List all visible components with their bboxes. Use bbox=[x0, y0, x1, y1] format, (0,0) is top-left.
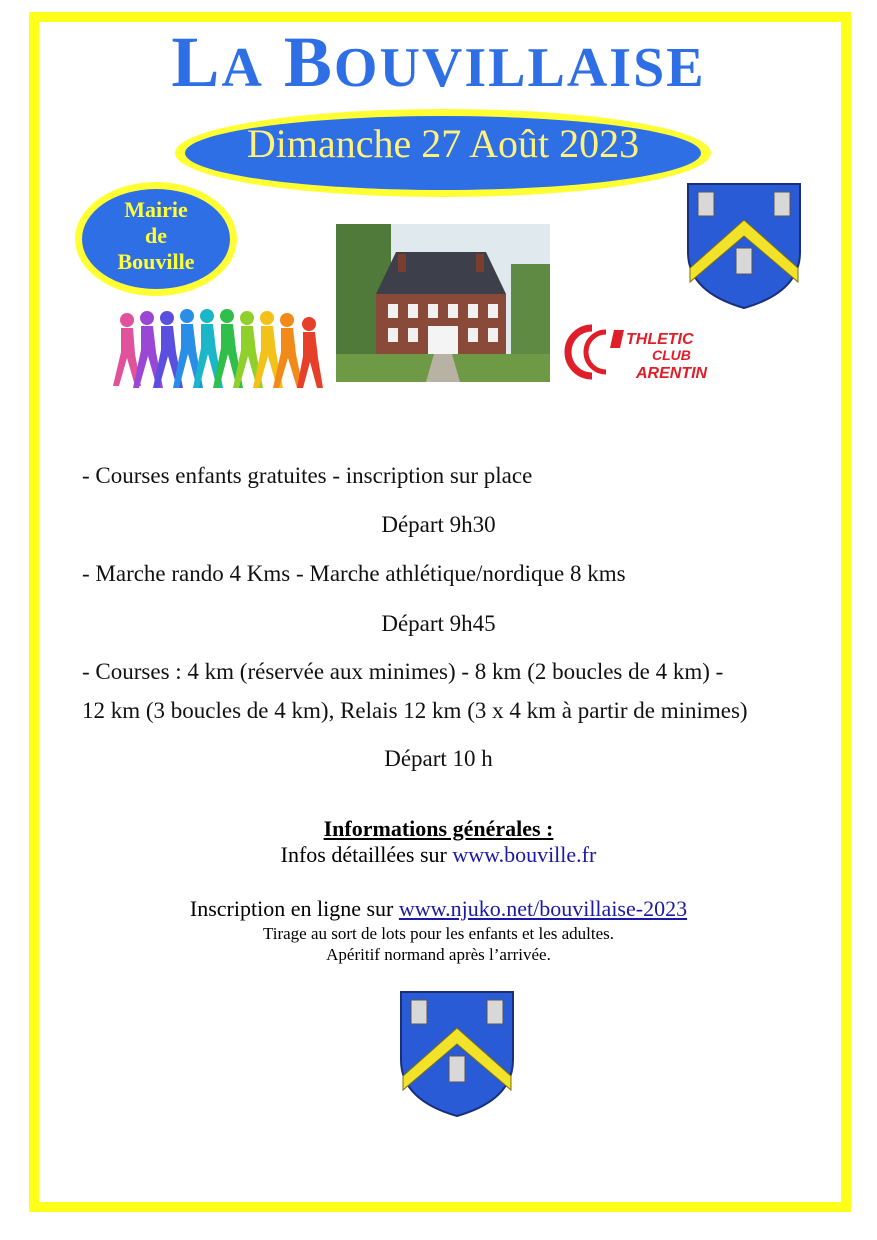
depart-10h: Départ 10 h bbox=[384, 746, 493, 771]
tirage-text: Tirage au sort de lots pour les enfants et les adultes. bbox=[262, 924, 615, 943]
info-details-prefix: Infos détaillées sur bbox=[280, 842, 453, 867]
acb-line-1: THLETIC bbox=[626, 331, 694, 348]
coat-of-arms-icon bbox=[686, 182, 802, 310]
info-details bbox=[0, 842, 877, 868]
mairie-label bbox=[73, 197, 239, 275]
depart-9h30: Départ 9h30 bbox=[381, 512, 496, 537]
coat-of-arms-icon bbox=[399, 990, 515, 1118]
runners-illustration bbox=[113, 306, 325, 394]
page-title: LA BOUVILLAISE bbox=[171, 22, 706, 102]
castle-photo bbox=[336, 224, 550, 382]
mairie-line-1: Mairie bbox=[124, 197, 188, 222]
info-heading: Informations générales : bbox=[323, 816, 554, 841]
bouville-link[interactable]: www.bouville.fr bbox=[452, 842, 597, 867]
njuko-link[interactable]: www.njuko.net/bouvillaise-2023 bbox=[398, 896, 688, 921]
aperitif-text: Apéritif normand après l’arrivée. bbox=[326, 945, 551, 964]
athletic-club-logo bbox=[562, 322, 748, 382]
mairie-line-2: de bbox=[145, 223, 167, 248]
depart-9h45: Départ 9h45 bbox=[381, 611, 496, 636]
marche-line: - Marche rando 4 Kms - Marche athlétique/nordique 8 kms bbox=[82, 561, 626, 586]
event-date: Dimanche 27 Août 2023 bbox=[246, 121, 640, 166]
courses-line-2: 12 km (3 boucles de 4 km), Relais 12 km (3 x 4 km à partir de minimes) bbox=[82, 698, 748, 723]
mairie-line-3: Bouville bbox=[117, 249, 195, 274]
inscription-line bbox=[0, 896, 877, 922]
acb-line-2: CLUB bbox=[652, 347, 691, 363]
enfants-line: - Courses enfants gratuites - inscription sur place bbox=[82, 463, 533, 488]
acb-line-3: ARENTIN bbox=[636, 365, 708, 382]
inscription-prefix: Inscription en ligne sur bbox=[189, 896, 399, 921]
courses-line-1: - Courses : 4 km (réservée aux minimes) - 8 km (2 boucles de 4 km) - bbox=[82, 659, 724, 684]
